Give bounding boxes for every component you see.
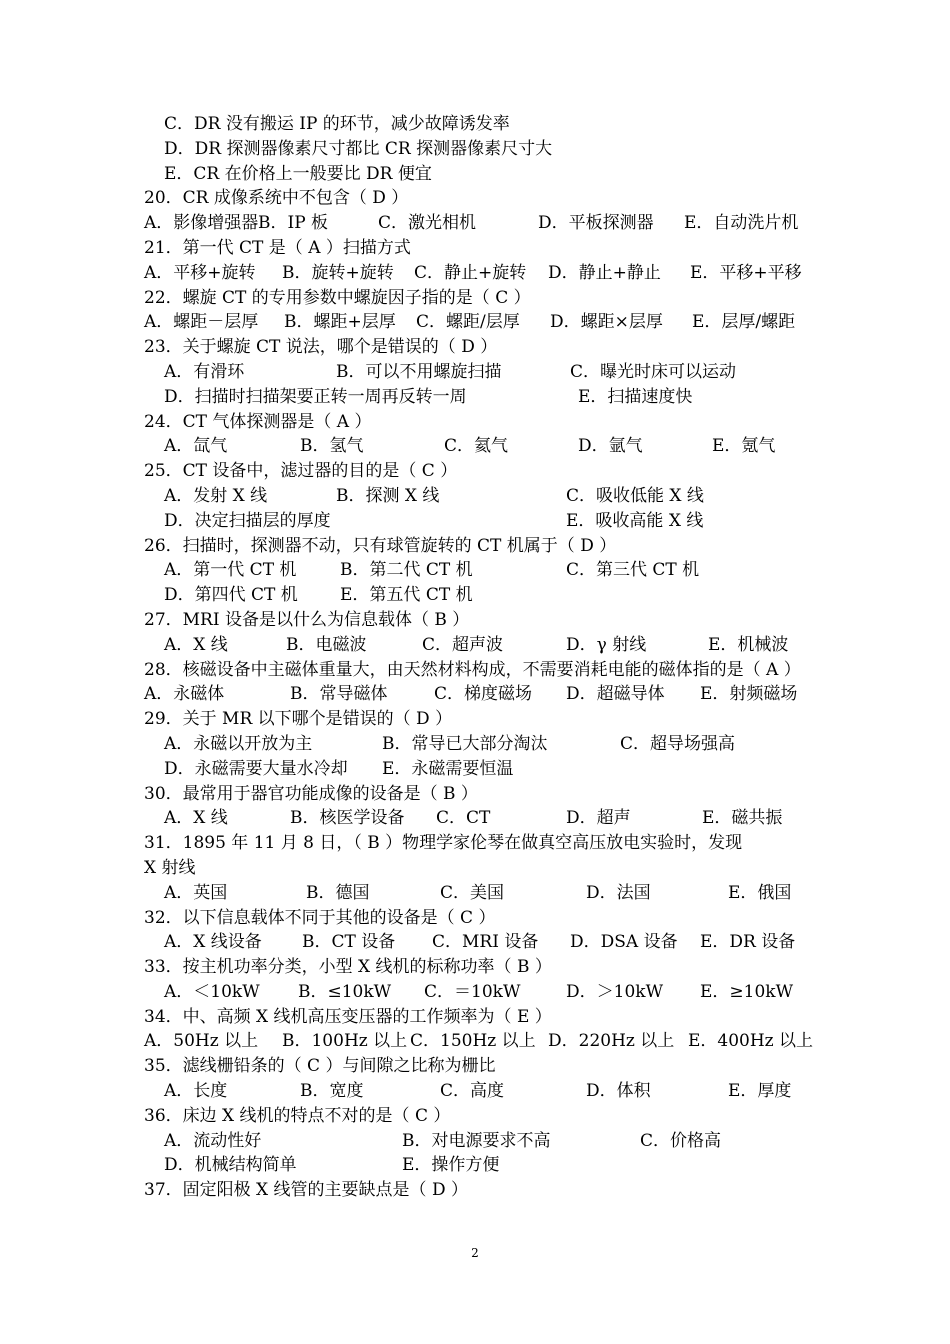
option-text: B．德国	[306, 882, 370, 903]
question-text: 20．CR 成像系统中不包含（ D ）	[144, 188, 409, 209]
option-text: B．螺距+层厚	[284, 312, 396, 333]
option-text: D．体积	[586, 1081, 651, 1102]
options-line	[0, 583, 950, 608]
question-text: 30．最常用于器官功能成像的设备是（ B ）	[144, 783, 478, 804]
options-line	[0, 310, 950, 335]
option-text: B．IP 板	[258, 213, 329, 234]
option-text: B．旋转+旋转	[282, 262, 394, 283]
question-text: 27．MRI 设备是以什么为信息载体（ B ）	[144, 609, 470, 630]
option-text: E．CR 在价格上一般要比 DR 便宜	[164, 163, 432, 184]
option-text: D．第四代 CT 机	[164, 585, 298, 606]
options-line	[0, 360, 950, 385]
option-text: A．＜10kW	[164, 981, 260, 1002]
question-text: 24．CT 气体探测器是（ A ）	[144, 411, 372, 432]
option-text: A．流动性好	[164, 1130, 262, 1151]
option-text: E．层厚/螺距	[692, 312, 796, 333]
option-text: D．静止+静止	[548, 262, 661, 283]
option-text: E．永磁需要恒温	[382, 758, 514, 779]
question-text: 32．以下信息载体不同于其他的设备是（ C ）	[144, 907, 496, 928]
question-line	[0, 286, 950, 311]
question-line	[0, 236, 950, 261]
option-text: D．氩气	[578, 436, 643, 457]
option-text: A．X 线设备	[164, 932, 262, 953]
option-text: C．美国	[440, 882, 505, 903]
option-text: D．＞10kW	[566, 981, 664, 1002]
option-text: A．影像增强器	[144, 213, 259, 234]
option-text: D．超声	[566, 808, 631, 829]
option-text: E．≥10kW	[700, 981, 794, 1002]
option-text: A．长度	[164, 1081, 228, 1102]
option-text: A．第一代 CT 机	[164, 560, 297, 581]
option-text: A．螺距－层厚	[144, 312, 259, 333]
option-text: C．＝10kW	[424, 981, 521, 1002]
option-text: D．DSA 设备	[570, 932, 678, 953]
question-line	[0, 1005, 950, 1030]
option-text: D．平板探测器	[538, 213, 654, 234]
option-text: E．射频磁场	[700, 684, 798, 705]
question-text: 29．关于 MR 以下哪个是错误的（ D ）	[144, 709, 453, 730]
question-list	[0, 112, 950, 1203]
option-text: D．法国	[586, 882, 651, 903]
option-text: E．磁共振	[702, 808, 783, 829]
options-line	[0, 1129, 950, 1154]
question-text: 25．CT 设备中，滤过器的目的是（ C ）	[144, 461, 458, 482]
question-text: 33．按主机功率分类，小型 X 线机的标称功率（ B ）	[144, 957, 552, 978]
options-line	[0, 980, 950, 1005]
options-line	[0, 806, 950, 831]
option-text: D．DR 探测器像素尺寸都比 CR 探测器像素尺寸大	[164, 138, 553, 159]
option-text: E．DR 设备	[700, 932, 796, 953]
option-text: C．MRI 设备	[432, 932, 539, 953]
option-text: D．γ 射线	[566, 634, 647, 655]
question-text: 23．关于螺旋 CT 说法，哪个是错误的（ D ）	[144, 337, 498, 358]
option-text: E．操作方便	[402, 1155, 500, 1176]
options-line	[0, 1079, 950, 1104]
question-line	[0, 707, 950, 732]
option-text: E．平移+平移	[690, 262, 802, 283]
option-text: A．平移+旋转	[144, 262, 256, 283]
option-text: B．CT 设备	[302, 932, 396, 953]
option-text: D．扫描时扫描架要正转一周再反转一周	[164, 386, 467, 407]
option-text: D．超磁导体	[566, 684, 665, 705]
question-text: 28．核磁设备中主磁体重量大，由天然材料构成，不需要消耗电能的磁体指的是（ A ）	[144, 659, 801, 680]
option-text: B．100Hz 以上	[282, 1031, 408, 1052]
option-text: C．第三代 CT 机	[566, 560, 700, 581]
option-text: B．对电源要求不高	[402, 1130, 551, 1151]
question-text: 37．固定阳极 X 线管的主要缺点是（ D ）	[144, 1180, 468, 1201]
option-text: A．X 线	[164, 808, 228, 829]
option-text: E．吸收高能 X 线	[566, 510, 704, 531]
option-text: C．价格高	[640, 1130, 722, 1151]
option-text: B．第二代 CT 机	[340, 560, 473, 581]
question-line	[0, 608, 950, 633]
options-line	[0, 484, 950, 509]
question-line	[0, 782, 950, 807]
option-text: C．高度	[440, 1081, 505, 1102]
option-text: D．螺距×层厚	[550, 312, 663, 333]
option-text: A．氙气	[164, 436, 228, 457]
option-text: A．有滑环	[164, 361, 245, 382]
options-line	[0, 434, 950, 459]
question-line	[0, 410, 950, 435]
option-text: D．220Hz 以上	[548, 1031, 675, 1052]
question-line	[0, 1104, 950, 1129]
question-line	[0, 1054, 950, 1079]
question-text: 26．扫描时，探测器不动，只有球管旋转的 CT 机属于（ D ）	[144, 535, 617, 556]
option-text: C．超导场强高	[620, 733, 736, 754]
option-text: E．自动洗片机	[684, 213, 799, 234]
option-text: B．探测 X 线	[336, 485, 440, 506]
options-line	[0, 930, 950, 955]
question-line	[0, 335, 950, 360]
option-text: C．激光相机	[378, 213, 477, 234]
option-text: B．≤10kW	[298, 981, 392, 1002]
option-text: E．400Hz 以上	[688, 1031, 814, 1052]
option-text: E．机械波	[708, 634, 789, 655]
options-line	[0, 732, 950, 757]
question-text: X 射线	[144, 857, 196, 878]
option-text: E．第五代 CT 机	[340, 585, 473, 606]
options-line	[0, 211, 950, 236]
page-number: 2	[471, 1246, 479, 1260]
option-text: C．吸收低能 X 线	[566, 485, 704, 506]
option-text: B．常导已大部分淘汰	[382, 733, 548, 754]
option-text: E．氪气	[712, 436, 776, 457]
options-line	[0, 757, 950, 782]
option-text: C．曝光时床可以运动	[570, 361, 737, 382]
option-text: A．永磁体	[144, 684, 225, 705]
question-line	[0, 1178, 950, 1203]
question-line	[0, 831, 950, 856]
option-text: C．螺距/层厚	[416, 312, 520, 333]
option-text: A．永磁以开放为主	[164, 733, 313, 754]
option-text: C．DR 没有搬运 IP 的环节，减少故障诱发率	[164, 114, 510, 134]
options-line	[0, 112, 950, 137]
question-text: 21．第一代 CT 是（ A ）扫描方式	[144, 237, 411, 258]
option-text: D．机械结构简单	[164, 1155, 297, 1176]
option-text: B．核医学设备	[290, 808, 405, 829]
option-text: A．发射 X 线	[164, 485, 268, 506]
option-text: B．可以不用螺旋扫描	[336, 361, 502, 382]
option-text: E．俄国	[728, 882, 792, 903]
question-text: 36．床边 X 线机的特点不对的是（ C ）	[144, 1105, 451, 1126]
question-text: 35．滤线栅铅条的（ C ）与间隙之比称为栅比	[144, 1056, 496, 1077]
question-text: 22．螺旋 CT 的专用参数中螺旋因子指的是（ C ）	[144, 287, 531, 308]
options-line	[0, 137, 950, 162]
options-line	[0, 633, 950, 658]
option-text: E．扫描速度快	[578, 386, 693, 407]
option-text: C．超声波	[422, 634, 504, 655]
option-text: E．厚度	[728, 1081, 792, 1102]
option-text: C．氦气	[444, 436, 509, 457]
question-line	[0, 459, 950, 484]
option-text: C．CT	[436, 808, 491, 829]
question-line	[0, 955, 950, 980]
option-text: B．常导磁体	[290, 684, 388, 705]
question-line	[0, 534, 950, 559]
options-line	[0, 881, 950, 906]
question-text: 34．中、高频 X 线机高压变压器的工作频率为（ E ）	[144, 1006, 552, 1027]
question-line	[0, 186, 950, 211]
option-text: D．决定扫描层的厚度	[164, 510, 331, 531]
question-text: 31．1895 年 11 月 8 日，（ B ）物理学家伦琴在做真空高压放电实验时，发现	[144, 833, 743, 854]
option-text: A．50Hz 以上	[144, 1031, 259, 1052]
options-line	[0, 558, 950, 583]
question-line	[0, 906, 950, 931]
options-line	[0, 682, 950, 707]
option-text: C．静止+旋转	[414, 262, 527, 283]
options-line	[0, 385, 950, 410]
options-line	[0, 1029, 950, 1054]
option-text: A．英国	[164, 882, 228, 903]
question-line	[0, 856, 950, 881]
options-line	[0, 1153, 950, 1178]
options-line	[0, 509, 950, 534]
option-text: B．电磁波	[286, 634, 367, 655]
question-line	[0, 658, 950, 683]
options-line	[0, 261, 950, 286]
option-text: B．氢气	[300, 436, 364, 457]
option-text: A．X 线	[164, 634, 228, 655]
options-line	[0, 162, 950, 187]
option-text: C．梯度磁场	[434, 684, 533, 705]
option-text: D．永磁需要大量水冷却	[164, 758, 348, 779]
option-text: B．宽度	[300, 1081, 364, 1102]
option-text: C．150Hz 以上	[410, 1031, 536, 1052]
